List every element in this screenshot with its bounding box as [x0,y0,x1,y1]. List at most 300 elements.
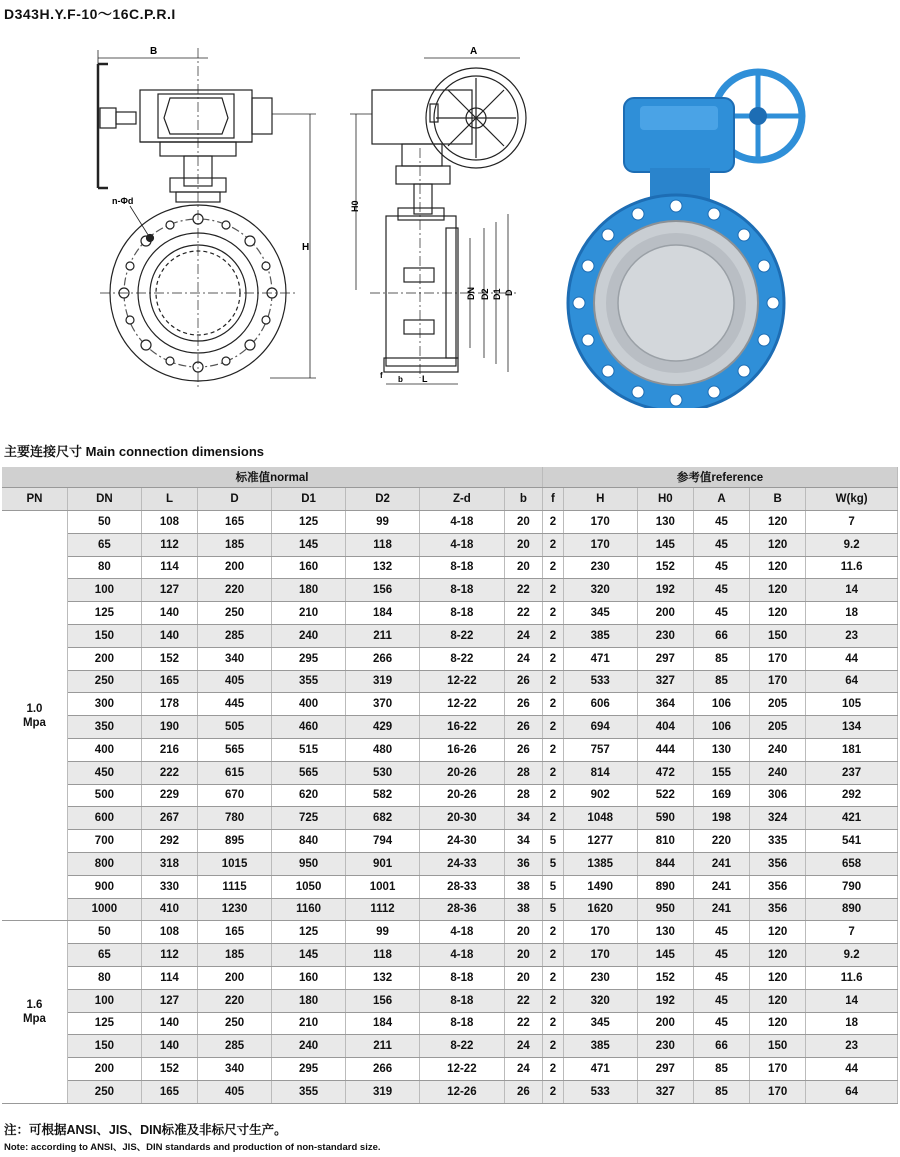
table-cell: 2 [543,944,564,967]
table-cell: 355 [272,1080,346,1103]
table-row [2,921,898,944]
dim-label-D2: D2 [480,288,490,300]
table-cell: 240 [272,1035,346,1058]
table-cell: 335 [750,830,806,853]
table-cell: 266 [346,647,420,670]
table-cell: 1230 [198,898,272,921]
table-cell: 150 [750,1035,806,1058]
table-row [2,624,898,647]
table-cell: 345 [563,1012,637,1035]
table-cell: 22 [504,989,542,1012]
table-cell: 200 [198,966,272,989]
table-cell: 20 [504,921,542,944]
table-cell: 1112 [346,898,420,921]
table-row [2,875,898,898]
column-header: H [563,488,637,511]
table-cell: 670 [198,784,272,807]
table-cell: 200 [198,556,272,579]
table-cell: 565 [198,738,272,761]
table-cell: 140 [141,624,197,647]
table-cell: 22 [504,602,542,625]
table-row [2,670,898,693]
table-row [2,761,898,784]
table-cell: 2 [543,647,564,670]
table-cell: 606 [563,693,637,716]
table-row [2,1035,898,1058]
table-cell: 200 [67,1058,141,1081]
table-cell: 145 [637,944,693,967]
table-cell: 250 [198,1012,272,1035]
table-cell: 241 [693,898,749,921]
table-cell: 445 [198,693,272,716]
table-cell: 156 [346,579,420,602]
table-cell: 184 [346,1012,420,1035]
table-cell: 44 [806,647,898,670]
table-cell: 100 [67,989,141,1012]
table-cell: 356 [750,852,806,875]
table-cell: 1000 [67,898,141,921]
front-view-drawing [98,48,316,388]
table-cell: 192 [637,579,693,602]
table-cell: 38 [504,898,542,921]
table-cell: 120 [750,944,806,967]
table-cell: 106 [693,693,749,716]
dim-label-b: b [398,375,403,384]
table-cell: 185 [198,533,272,556]
table-cell: 28 [504,784,542,807]
table-cell: 9.2 [806,533,898,556]
table-cell: 1115 [198,875,272,898]
table-cell: 900 [67,875,141,898]
table-cell: 170 [750,1080,806,1103]
column-header: b [504,488,542,511]
footnote [4,1120,381,1153]
table-cell: 132 [346,966,420,989]
table-cell: 160 [272,556,346,579]
table-cell: 471 [563,1058,637,1081]
table-cell: 240 [272,624,346,647]
table-row [2,1080,898,1103]
table-cell: 2 [543,921,564,944]
table-cell: 152 [637,966,693,989]
table-cell: 23 [806,1035,898,1058]
table-cell: 340 [198,1058,272,1081]
table-cell: 385 [563,1035,637,1058]
table-cell: 682 [346,807,420,830]
table-cell: 2 [543,693,564,716]
table-cell: 45 [693,602,749,625]
table-cell: 8-18 [420,989,505,1012]
table-cell: 292 [141,830,197,853]
table-cell: 152 [141,1058,197,1081]
table-cell: 181 [806,738,898,761]
table-row [2,1012,898,1035]
table-cell: 285 [198,1035,272,1058]
table-cell: 45 [693,511,749,534]
table-cell: 178 [141,693,197,716]
dim-label-H: H [302,242,310,253]
table-cell: 472 [637,761,693,784]
table-cell: 4-18 [420,533,505,556]
table-cell: 12-22 [420,693,505,716]
table-cell: 50 [67,921,141,944]
table-cell: 800 [67,852,141,875]
valve-photo-illustration [568,72,802,408]
table-cell: 230 [563,966,637,989]
table-cell: 200 [637,1012,693,1035]
table-cell: 2 [543,966,564,989]
dim-label-f: f [380,371,383,380]
table-cell: 20 [504,556,542,579]
table-cell: 155 [693,761,749,784]
table-cell: 18 [806,602,898,625]
table-cell: 45 [693,533,749,556]
table-cell: 108 [141,511,197,534]
table-cell: 169 [693,784,749,807]
table-cell: 2 [543,761,564,784]
table-cell: 890 [637,875,693,898]
table-cell: 127 [141,579,197,602]
table-cell: 118 [346,533,420,556]
dim-label-L: L [422,374,428,384]
table-cell: 150 [67,1035,141,1058]
table-cell: 85 [693,1080,749,1103]
table-cell: 2 [543,579,564,602]
group-reference: 参考值reference [543,467,898,488]
table-cell: 8-18 [420,602,505,625]
table-cell: 28-33 [420,875,505,898]
table-cell: 64 [806,1080,898,1103]
table-cell: 2 [543,989,564,1012]
table-cell: 26 [504,670,542,693]
technical-drawings [0,28,900,408]
table-cell: 1015 [198,852,272,875]
table-cell: 241 [693,852,749,875]
table-cell: 295 [272,1058,346,1081]
table-cell: 85 [693,670,749,693]
table-cell: 99 [346,921,420,944]
table-cell: 1001 [346,875,420,898]
table-cell: 500 [67,784,141,807]
table-cell: 165 [141,1080,197,1103]
model-title: D343H.Y.F-10～16C.P.R.I [4,6,176,22]
table-cell: 2 [543,1058,564,1081]
table-cell: 36 [504,852,542,875]
table-cell: 330 [141,875,197,898]
table-cell: 410 [141,898,197,921]
table-cell: 26 [504,716,542,739]
table-cell: 23 [806,624,898,647]
table-group-header [2,467,898,488]
table-cell: 120 [750,533,806,556]
table-cell: 28 [504,761,542,784]
table-row [2,944,898,967]
table-cell: 229 [141,784,197,807]
table-row [2,716,898,739]
table-cell: 156 [346,989,420,1012]
table-cell: 125 [67,602,141,625]
table-row [2,784,898,807]
table-cell: 230 [637,624,693,647]
table-cell: 20-26 [420,761,505,784]
table-cell: 658 [806,852,898,875]
table-cell: 725 [272,807,346,830]
column-header: L [141,488,197,511]
table-cell: 120 [750,602,806,625]
table-cell: 324 [750,807,806,830]
table-cell: 2 [543,511,564,534]
table-cell: 125 [272,511,346,534]
table-cell: 4-18 [420,921,505,944]
table-cell: 590 [637,807,693,830]
table-cell: 297 [637,647,693,670]
table-cell: 505 [198,716,272,739]
dim-label-A: A [470,46,478,57]
table-cell: 471 [563,647,637,670]
table-cell: 165 [198,921,272,944]
table-cell: 460 [272,716,346,739]
table-cell: 20 [504,511,542,534]
table-cell: 250 [67,670,141,693]
table-cell: 150 [67,624,141,647]
table-cell: 200 [637,602,693,625]
table-cell: 319 [346,670,420,693]
table-cell: 404 [637,716,693,739]
table-cell: 12-22 [420,670,505,693]
table-cell: 120 [750,921,806,944]
table-cell: 22 [504,579,542,602]
table-cell: 2 [543,1035,564,1058]
table-cell: 24-33 [420,852,505,875]
table-cell: 5 [543,852,564,875]
table-cell: 230 [563,556,637,579]
table-cell: 385 [563,624,637,647]
table-cell: 66 [693,624,749,647]
table-cell: 45 [693,989,749,1012]
table-cell: 9.2 [806,944,898,967]
table-cell: 340 [198,647,272,670]
table-cell: 26 [504,1080,542,1103]
table-cell: 615 [198,761,272,784]
table-cell: 533 [563,670,637,693]
table-cell: 152 [637,556,693,579]
footnote-cn: 注：可根据ANSI、JIS、DIN标准及非标尺寸生产。 [4,1123,287,1137]
table-cell: 480 [346,738,420,761]
table-cell: 1385 [563,852,637,875]
table-cell: 327 [637,1080,693,1103]
table-cell: 7 [806,921,898,944]
table-row [2,1058,898,1081]
table-cell: 18 [806,1012,898,1035]
table-cell: 4-18 [420,511,505,534]
table-cell: 2 [543,716,564,739]
table-cell: 120 [750,579,806,602]
table-cell: 250 [67,1080,141,1103]
table-cell: 2 [543,784,564,807]
table-cell: 24 [504,1035,542,1058]
table-cell: 814 [563,761,637,784]
table-cell: 26 [504,738,542,761]
table-cell: 2 [543,1012,564,1035]
table-row [2,898,898,921]
table-body [2,511,898,1104]
table-cell: 582 [346,784,420,807]
column-header: W(kg) [806,488,898,511]
table-cell: 170 [563,511,637,534]
table-cell: 152 [141,647,197,670]
table-cell: 210 [272,1012,346,1035]
table-cell: 222 [141,761,197,784]
table-cell: 292 [806,784,898,807]
table-cell: 140 [141,1035,197,1058]
table-cell: 300 [67,693,141,716]
table-cell: 45 [693,1012,749,1035]
table-cell: 140 [141,602,197,625]
table-cell: 134 [806,716,898,739]
table-cell: 780 [198,807,272,830]
table-cell: 11.6 [806,966,898,989]
table-cell: 2 [543,807,564,830]
table-cell: 205 [750,693,806,716]
table-cell: 26 [504,693,542,716]
table-cell: 210 [272,602,346,625]
table-cell: 130 [693,738,749,761]
table-cell: 220 [198,579,272,602]
table-cell: 240 [750,761,806,784]
table-cell: 200 [67,647,141,670]
table-cell: 198 [693,807,749,830]
table-cell: 267 [141,807,197,830]
table-cell: 890 [806,898,898,921]
table-cell: 64 [806,670,898,693]
table-cell: 190 [141,716,197,739]
table-cell: 211 [346,624,420,647]
table-cell: 230 [637,1035,693,1058]
table-cell: 11.6 [806,556,898,579]
table-cell: 620 [272,784,346,807]
table-column-header [2,488,898,511]
table-cell: 145 [637,533,693,556]
table-cell: 902 [563,784,637,807]
table-cell: 114 [141,556,197,579]
table-cell: 2 [543,602,564,625]
table-cell: 530 [346,761,420,784]
side-view-drawing [350,58,526,384]
table-cell: 85 [693,647,749,670]
table-cell: 34 [504,830,542,853]
table-cell: 20 [504,533,542,556]
table-cell: 50 [67,511,141,534]
table-cell: 216 [141,738,197,761]
table-cell: 444 [637,738,693,761]
table-cell: 24-30 [420,830,505,853]
table-cell: 319 [346,1080,420,1103]
column-header: f [543,488,564,511]
table-cell: 85 [693,1058,749,1081]
table-cell: 170 [563,944,637,967]
table-cell: 185 [198,944,272,967]
column-header: Z-d [420,488,505,511]
table-cell: 140 [141,1012,197,1035]
dim-label-H0: H0 [350,200,360,212]
table-cell: 794 [346,830,420,853]
table-cell: 533 [563,1080,637,1103]
table-cell: 522 [637,784,693,807]
table-cell: 45 [693,944,749,967]
table-cell: 170 [563,921,637,944]
table-cell: 14 [806,579,898,602]
table-cell: 80 [67,966,141,989]
table-cell: 5 [543,898,564,921]
table-cell: 45 [693,966,749,989]
table-cell: 345 [563,602,637,625]
table-cell: 5 [543,830,564,853]
column-header: D1 [272,488,346,511]
column-header: D2 [346,488,420,511]
table-cell: 8-18 [420,579,505,602]
table-cell: 66 [693,1035,749,1058]
table-cell: 145 [272,533,346,556]
table-cell: 170 [563,533,637,556]
table-cell: 44 [806,1058,898,1081]
table-row [2,556,898,579]
dim-label-D1: D1 [492,288,502,300]
table-cell: 22 [504,1012,542,1035]
table-cell: 2 [543,738,564,761]
table-cell: 125 [67,1012,141,1035]
table-cell: 356 [750,898,806,921]
table-cell: 180 [272,989,346,1012]
table-cell: 24 [504,624,542,647]
column-header: DN [67,488,141,511]
table-cell: 240 [750,738,806,761]
table-cell: 120 [750,989,806,1012]
table-cell: 565 [272,761,346,784]
table-cell: 184 [346,602,420,625]
table-cell: 8-18 [420,1012,505,1035]
table-cell: 180 [272,579,346,602]
table-cell: 350 [67,716,141,739]
table-row [2,693,898,716]
table-cell: 8-18 [420,556,505,579]
dim-label-B: B [150,46,158,57]
table-cell: 1048 [563,807,637,830]
table-cell: 405 [198,670,272,693]
table-cell: 810 [637,830,693,853]
table-cell: 2 [543,556,564,579]
table-cell: 130 [637,921,693,944]
group-standard: 标准值normal [2,467,543,488]
table-row [2,989,898,1012]
table-cell: 170 [750,647,806,670]
table-cell: 127 [141,989,197,1012]
table-cell: 297 [637,1058,693,1081]
table-cell: 38 [504,875,542,898]
column-header: H0 [637,488,693,511]
table-cell: 2 [543,624,564,647]
table-cell: 5 [543,875,564,898]
dim-label-D: D [504,289,514,296]
dim-label-DN: DN [466,287,476,300]
table-cell: 8-22 [420,647,505,670]
table-cell: 106 [693,716,749,739]
table-cell: 901 [346,852,420,875]
column-header: A [693,488,749,511]
table-cell: 120 [750,1012,806,1035]
table-row [2,966,898,989]
column-header: B [750,488,806,511]
table-cell: 170 [750,1058,806,1081]
